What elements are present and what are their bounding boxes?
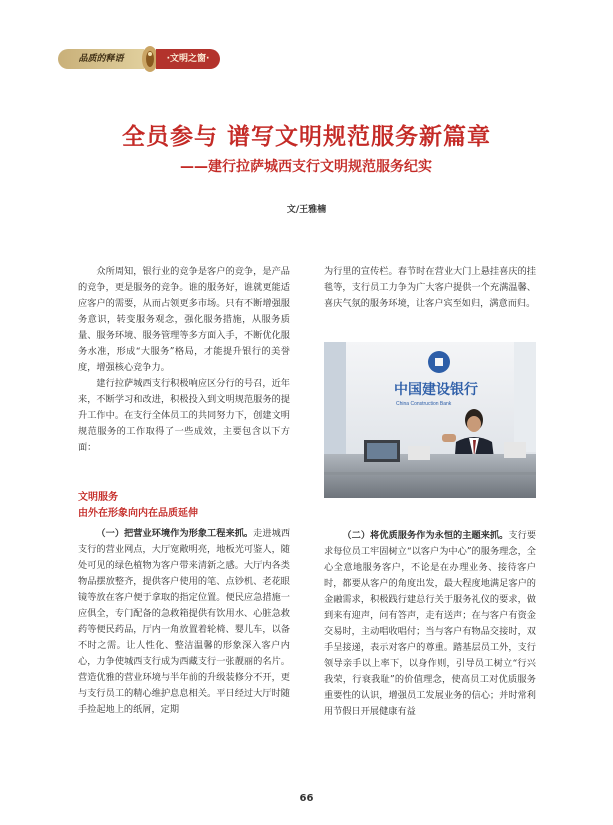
intro-paragraph-2: 建行拉萨城西支行积极响应区分行的号召，近年来，不断学习和改进，积极投入到文明规范服务的提升工作中。在支行全体员工的共同努力下，创建文明规范服务的工作取得了一些成效，主要包含以下方面： [78,378,290,453]
section-title: 文明服务 [78,492,118,503]
item1-lead: （一）把营业环境作为形象工程来抓。 [96,528,254,539]
item2-column [324,528,536,720]
item1-paragraph [78,526,290,718]
item1-column [78,526,290,718]
page-number: 66 [299,793,314,804]
item2-body: 支行要求每位员工牢固树立“以客户为中心”的服务理念，全心全意地服务客户，不论是在办理业务、接待客户时，都要从客户的角度出发，最大程度地满足客户的金融需求，积极践行建总行关于服务礼仪的要求，做到来有迎声，问有答声，走有送声；在与客户有资金交易时，主动唱收唱付；当与客户有物品交接时，双手呈接递，表示对客户的尊重。踏基层员工外，支行领导亲手以上率下，以身作则，引导员工树立“行兴我荣，行衰我耻”的价值理念，使高员工对优质服务重要性的认识，增强员工发展业务的信心；并时常利用节假日开展健康有益 [324,530,537,717]
item2-paragraph [324,528,536,720]
header-column-label: ·文明之窗· [156,49,220,69]
bank-sign: 中国建设银行 [394,381,478,397]
item1-body: 走进城西支行的营业网点，大厅宽敞明亮，地板光可鉴人，随处可见的绿色植物为客户带来清新之感。大厅内各类物品摆放整齐，提供客户使用的笔、点钞机、老花眼镜等放在客户便于拿取的指定位置。便民应急措施一应俱全，专门配备的急救箱提供有饮用水、心脏急救药等便民药品，厅内一角放置着轮椅、婴儿车，以备不时之需。让人性化、整洁温馨的形象深入客户内心，力争使城西支行成为西藏支行一张靓丽的名片。营造优雅的营业环境与半年前的升级装修分不开，更与支行员工的精心维护息息相关。平日经过大厅时随手捡起地上的纸屑，定期 [78,528,291,715]
section-heading [78,490,290,522]
intro-paragraph-1: 众所周知，银行业的竞争是客户的竞争，是产品的竞争，更是服务的竞争。谁的服务好，谁就更能适应客户的需要，从而占领更多市场。只有不断增强服务意识，转变服务观念，强化服务措施，从服务质量、服务环境、服务管理等多方面入手，不断优化服务水准，形成“大服务”格局，才能提升银行的美誉度，增强核心竞争力。 [78,266,290,373]
bank-sign-en: China Construction Bank [396,401,452,407]
article-title: 全员参与 谱写文明规范服务新篇章 [121,124,491,150]
section-subtitle: 由外在形象向内在品质延伸 [78,508,198,519]
header-section-label: 品质的释语 [58,49,144,69]
intro-column [78,264,290,456]
item2-lead: （二）将优质服务作为永恒的主题来抓。 [342,530,509,541]
article-subtitle: ——建行拉萨城西支行文明规范服务纪实 [180,159,432,175]
branch-office-photo [324,342,536,498]
article-author: 文/王雅楠 [286,205,327,215]
right-top-paragraph: 为行里的宣传栏。春节时在营业大门上悬挂喜庆的挂毯等，支行员工力争为广大客户提供一个充满温馨、喜庆气氛的服务环境，让客户宾至如归，满意而归。 [324,266,536,309]
office-photo-illustration [324,342,536,498]
right-top-column [324,264,536,312]
page-header-banner [58,47,222,71]
